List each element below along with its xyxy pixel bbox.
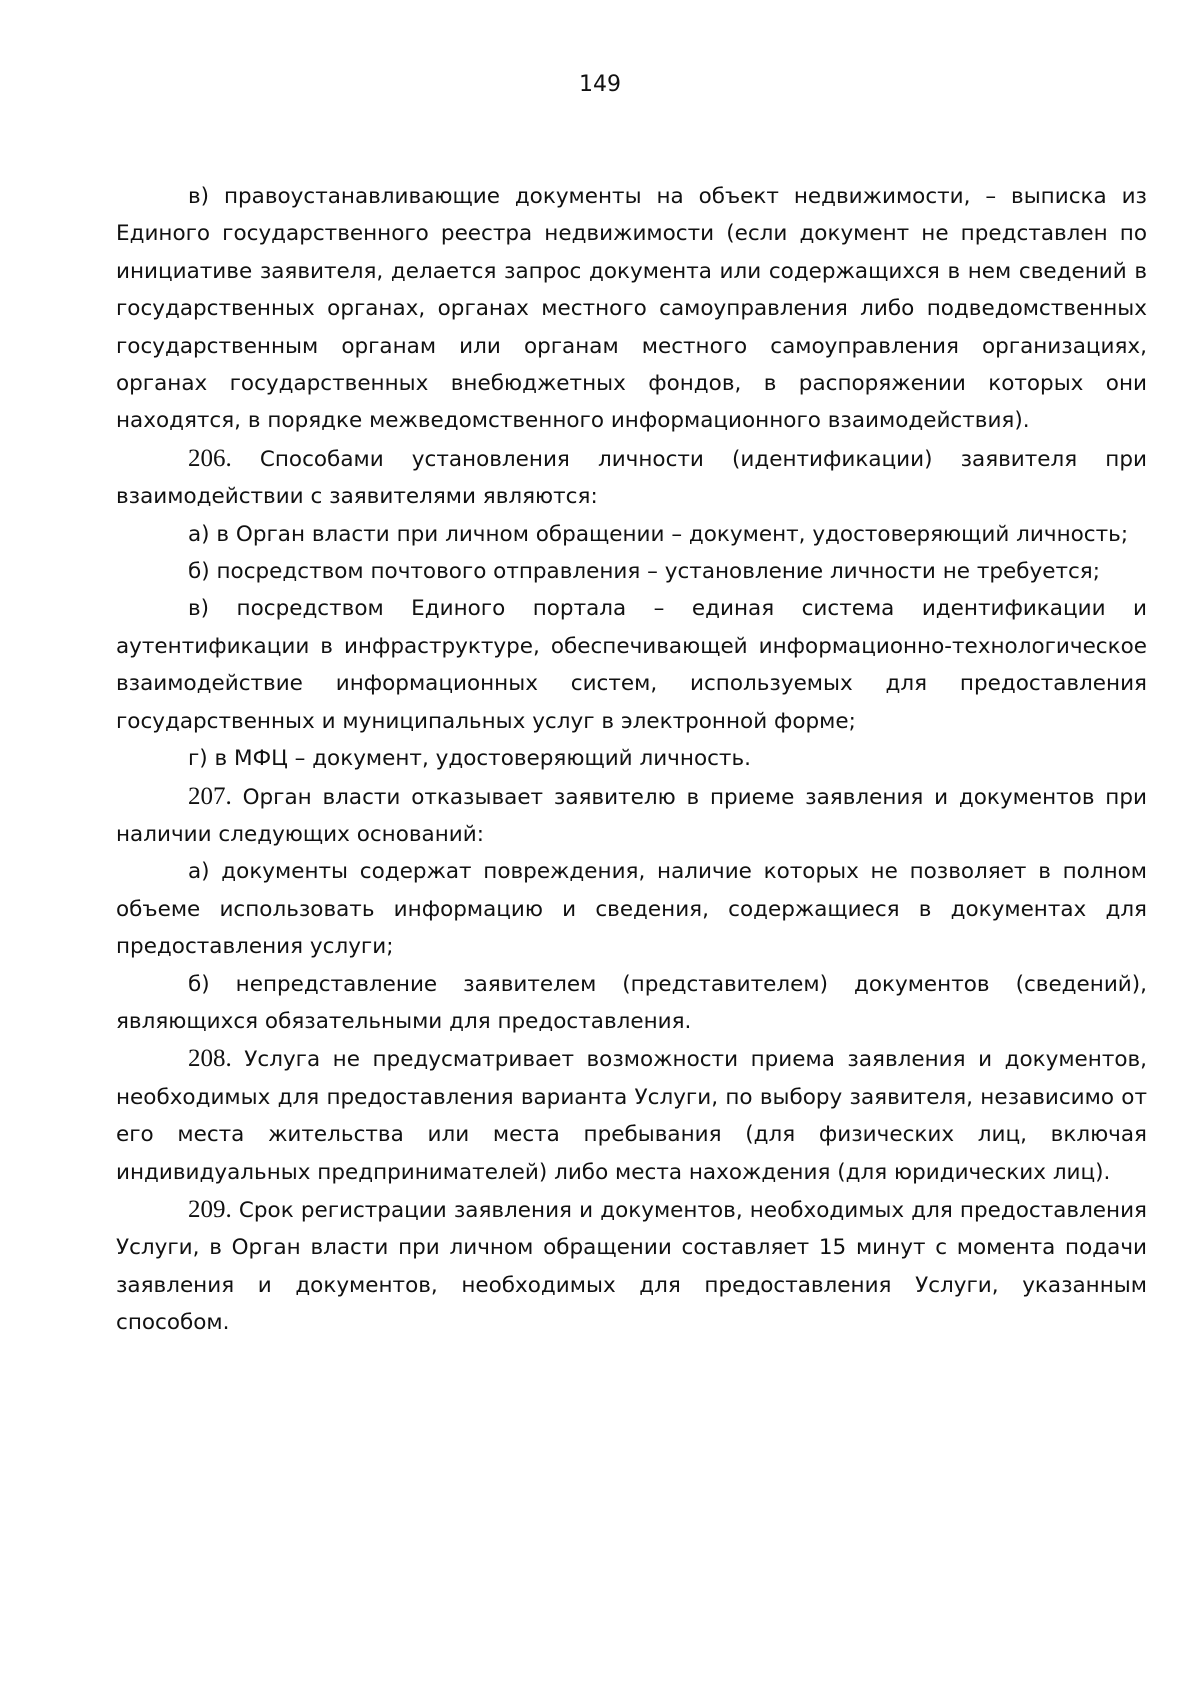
paragraph-item-b-postal (116, 553, 1147, 590)
paragraph-text: Способами установления личности (идентификации) заявителя при взаимодействии с заявителями являются: (116, 446, 1147, 510)
paragraph-item-g-mfc (116, 740, 1147, 777)
paragraph-number: 209. (188, 1195, 232, 1223)
paragraph-item-b-missing-documents (116, 966, 1147, 1041)
paragraph-text: Срок регистрации заявления и документов, необходимых для предоставления Услуги, в Орган власти при личном обращении составляет 15 минут с момента подачи заявления и документов, необходимых для предоставления Услуги, указанным способом. (116, 1197, 1147, 1336)
paragraph-number: 207. (188, 782, 232, 810)
paragraph-206 (116, 440, 1147, 516)
paragraph-text: г) в МФЦ – документ, удостоверяющий личность. (188, 746, 751, 772)
paragraph-text: б) непредставление заявителем (представителем) документов (сведений), являющихся обязательными для предоставления. (116, 971, 1147, 1034)
paragraph-209 (116, 1191, 1147, 1342)
paragraph-text: а) документы содержат повреждения, наличие которых не позволяет в полном объеме использовать информацию и сведения, содержащиеся в документах для предоставления услуги; (116, 859, 1147, 960)
paragraph-number: 208. (188, 1045, 232, 1073)
page-number: 149 (579, 72, 621, 97)
paragraph-207 (116, 778, 1147, 854)
paragraph-text: б) посредством почтового отправления – установление личности не требуется; (188, 559, 1100, 585)
paragraph-text: а) в Орган власти при личном обращении – документ, удостоверяющий личность; (188, 521, 1129, 547)
paragraph-item-v-unified-portal (116, 590, 1147, 740)
paragraph-208 (116, 1040, 1147, 1191)
paragraph-text: в) правоустанавливающие документы на объект недвижимости, – выписка из Единого государственного реестра недвижимости (если документ не представлен по инициативе заявителя, делается запрос документа или содержащихся в нем сведений в государственных органах, органах местного самоуправления либо подведомственных государственным органам или органам местного самоуправления организациях, органах государственных внебюджетных фондов, в распоряжении которых они находятся, в порядке межведомственного информационного взаимодействия). (116, 184, 1147, 434)
paragraph-number: 206. (188, 444, 232, 472)
paragraph-text: Услуга не предусматривает возможности приема заявления и документов, необходимых для предоставления варианта Услуги, по выбору заявителя, независимо от его места жительства или места пребывания (для физических лиц, включая индивидуальных предпринимателей) либо места нахождения (для юридических лиц). (116, 1047, 1148, 1185)
document-body (116, 178, 1147, 1342)
paragraph-item-a-damaged-documents (116, 853, 1147, 965)
paragraph-item-a-personal-visit (116, 516, 1147, 553)
paragraph-text: в) посредством Единого портала – единая система идентификации и аутентификации в инфраструктуре, обеспечивающей информационно-технологическое взаимодействие информационных систем, используемых для предоставления государственных и муниципальных услуг в электронной форме; (116, 596, 1147, 734)
paragraph-text: Орган власти отказывает заявителю в приеме заявления и документов при наличии следующих оснований: (116, 784, 1147, 847)
paragraph-item-v-title-documents (116, 178, 1147, 440)
